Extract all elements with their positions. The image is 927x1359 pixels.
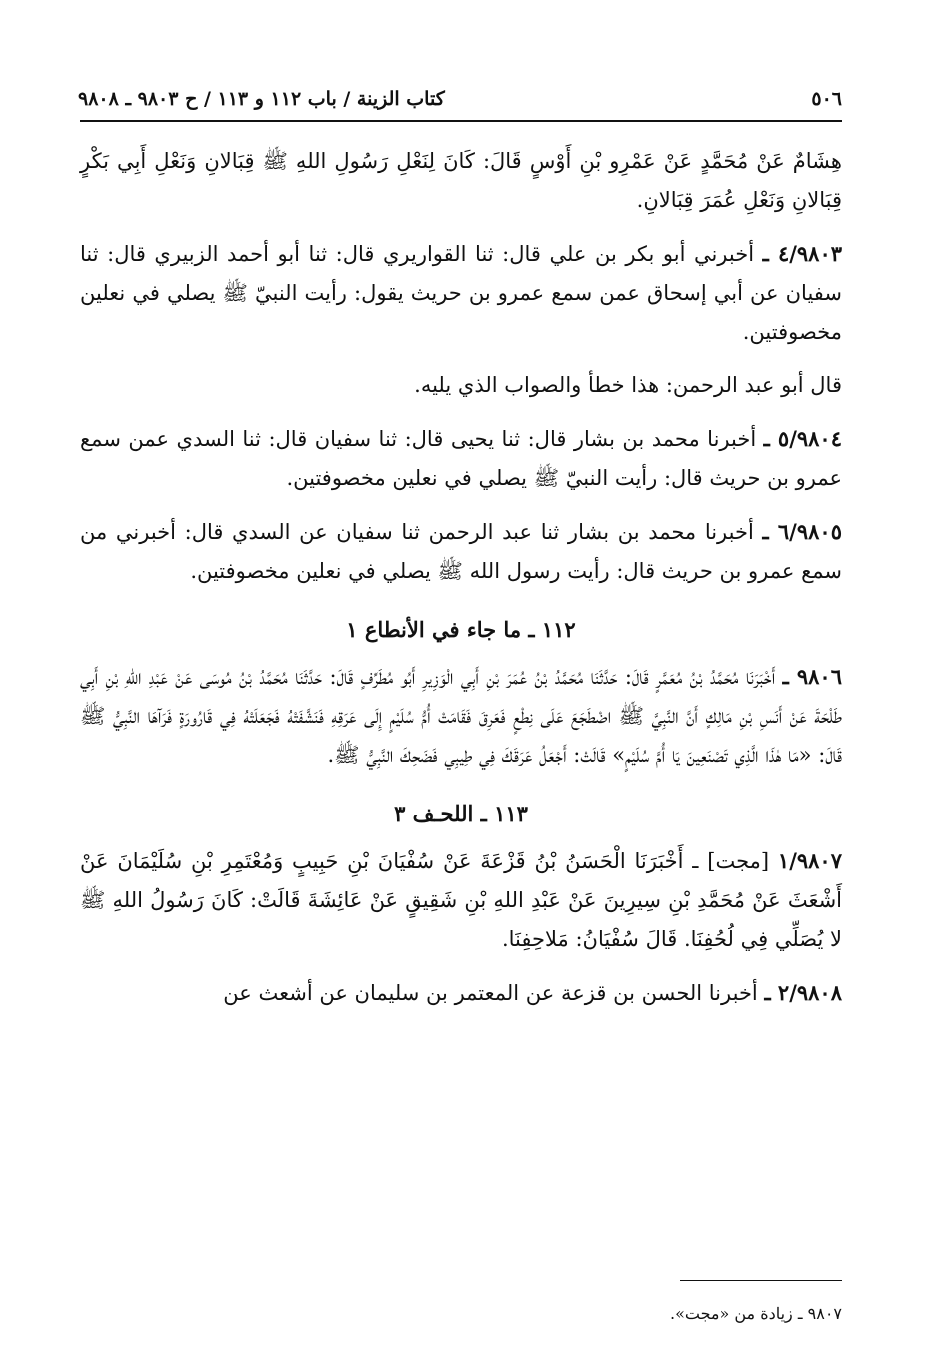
paragraph-note	[80, 366, 842, 405]
hadith-number: ٦/٩٨٠٥ ـ	[762, 519, 842, 544]
paragraph-text: هِشَامٌ عَنْ مُحَمَّدٍ عَنْ عَمْرِو بْنِ أَوْسٍ قَالَ: كَانَ لِنَعْلِ رَسُولِ اللهِ ﷺ قِبَالانِ وَنَعْلِ أَبِي بَكْرٍ قِبَالانِ وَنَعْلِ عُمَرَ قِبَالانِ.	[80, 149, 842, 212]
paragraph-hadith-9803	[80, 234, 842, 352]
paragraph-hadith-continuation	[80, 142, 842, 220]
paragraph-hadith-9806	[80, 657, 842, 775]
paragraph-hadith-9808	[80, 973, 842, 1013]
paragraph-text: أخبرني أبو بكر بن علي قال: ثنا القواريري قال: ثنا أبو أحمد الزبيري قال: ثنا سفيان عن أبي إسحاق عمن سمع عمرو بن حريث يقول: رأيت النبيّ ﷺ يصلي في نعلين مخصوفتين.	[80, 242, 842, 344]
hadith-number: ٩٨٠٦ ـ	[782, 664, 842, 689]
paragraph-text: أَخْبَرَنَا مُحَمَّدُ بْنُ مُعَمَّرٍ قَالَ: حَدَّثَنَا مُحَمَّدُ بْنُ عُمَرَ بْنِ أَبِي الْوَزِيرِ أَبُو مُطَرِّفٍ قَالَ: حَدَّثَنَا مُحَمَّدُ بْنُ مُوسَى عَنْ عَبْدِ اللهِ بْنِ أَبِي طَلْحَةَ عَنْ أَنَسِ بْنِ مَالِكٍ أَنَّ النَّبِيَّ ﷺ اضْطَجَعَ عَلَى نِطْعٍ فَعَرِقَ فَقَامَتْ أُمُّ سُلَيْمٍ إِلَى عَرَقِهِ فَنَشَّفَتْهُ فَجَعَلَتْهُ فِي قَارُورَةٍ فَرَآهَا النَّبِيُّ ﷺ قَالَ: «مَا هٰذَا الَّذِي تَصْنَعِينَ يَا أُمَّ سُلَيْمٍ» قَالَتْ: أَجْعَلُ عَرَقَكَ فِي طِيبِي فَضَحِكَ النَّبِيُّ ﷺ.	[80, 665, 842, 767]
page-number: ٥٠٦	[811, 88, 842, 110]
paragraph-text: أخبرنا محمد بن بشار ثنا عبد الرحمن ثنا سفيان عن السدي قال: أخبرني من سمع عمرو بن حريث قال: رأيت رسول الله ﷺ يصلي في نعلين مخصوفتين.	[80, 520, 842, 583]
paragraph-hadith-9804	[80, 419, 842, 498]
paragraph-hadith-9807	[80, 841, 842, 959]
running-header	[78, 88, 842, 118]
section-title-113: ١١٣ ـ اللحـف ٣	[394, 801, 528, 826]
footnote-rule	[680, 1280, 842, 1281]
paragraph-text: أخبرنا الحسن بن قزعة عن المعتمر بن سليمان عن أشعث عن	[223, 981, 758, 1005]
section-title-112: ١١٢ ـ ما جاء في الأنطاع ١	[346, 617, 576, 642]
hadith-number: ٤/٩٨٠٣ ـ	[762, 241, 843, 266]
paragraph-text: أخبرنا محمد بن بشار قال: ثنا يحيى قال: ثنا سفيان قال: ثنا السدي عمن سمع عمرو بن حريث قال: رأيت النبيّ ﷺ يصلي في نعلين مخصوفتين.	[80, 427, 842, 490]
paragraph-text: قال أبو عبد الرحمن: هذا خطأ والصواب الذي يليه.	[414, 373, 842, 397]
header-title: كتاب الزينة / باب ١١٢ و ١١٣ / ح ٩٨٠٣ ـ ٩٨٠٨	[78, 88, 445, 110]
header-rule	[80, 120, 842, 122]
hadith-number: ٥/٩٨٠٤ ـ	[763, 426, 842, 451]
hadith-number: ٢/٩٨٠٨ ـ	[764, 980, 842, 1005]
paragraph-text: [مجت] ـ أَخْبَرَنَا الْحَسَنُ بْنُ قَزْعَةَ عَنْ سُفْيَانَ بْنِ حَبِيبٍ وَمُعْتَمِرِ بْنِ سُلَيْمَانَ عَنْ أَشْعَثَ عَنْ مُحَمَّدِ بْنِ سِيرِينَ عَنْ عَبْدِ اللهِ بْنِ شَقِيقٍ عَنْ عَائِشَةَ قَالَتْ: كَانَ رَسُولُ اللهِ ﷺ لا يُصَلِّي فِي لُحُفِنَا. قَالَ سُفْيَانُ: مَلاحِفِنَا.	[80, 849, 842, 951]
hadith-number: ١/٩٨٠٧	[777, 848, 842, 873]
body-text	[80, 142, 842, 1027]
footnote: ٩٨٠٧ ـ زيادة من «مجت».	[670, 1304, 842, 1323]
paragraph-hadith-9805	[80, 512, 842, 591]
